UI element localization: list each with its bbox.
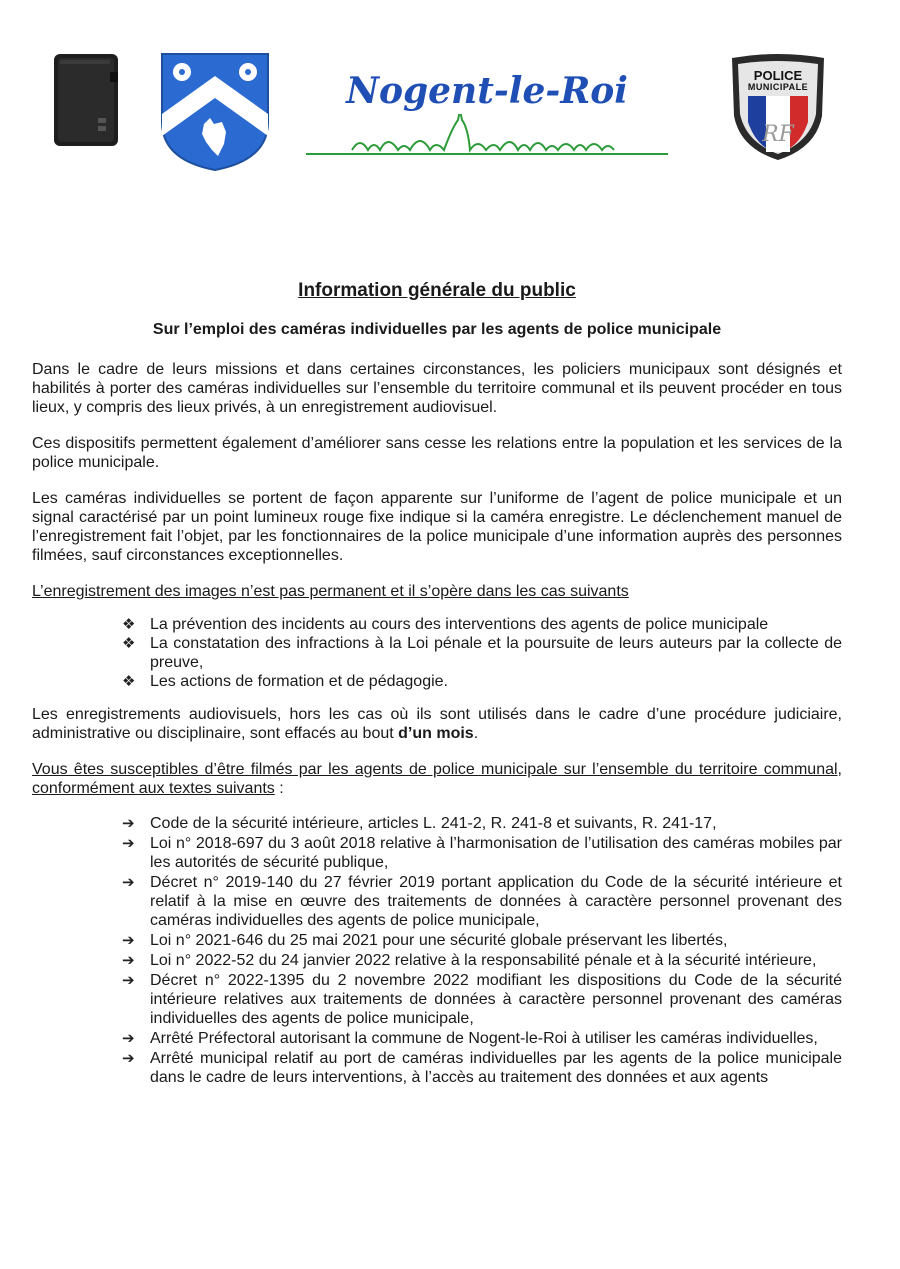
list-item: ➔ Code de la sécurité intérieure, articles L. 241-2, R. 241-8 et suivants, R. 241-17, — [122, 815, 717, 832]
paragraph-retention: Les enregistrements audiovisuels, hors les cas où ils sont utilisés dans le cadre d’une procédure judiciaire, administrative ou disciplinaire, sont effacés au bout d’un mois. — [32, 706, 842, 742]
town-logo — [302, 70, 672, 160]
list-item: ➔ Loi n° 2022-52 du 24 janvier 2022 relative à la responsabilité pénale et à la sécurité intérieure, — [122, 952, 817, 969]
arrow-bullet-icon: ➔ — [122, 1050, 135, 1067]
diamond-bullet-icon: ❖ — [122, 673, 136, 690]
list-item: ❖ Les actions de formation et de pédagogie. — [122, 673, 448, 690]
document-title: Information générale du public — [298, 280, 576, 301]
arrow-bullet-icon: ➔ — [122, 1030, 135, 1047]
list-item: ➔ Décret n° 2022-1395 du 2 novembre 2022 modifiant les dispositions du Code de la sécurité intérieure relatives aux traitements de données à caractère personnel provenant des caméras individuelles des agents de police municipale, — [122, 972, 842, 1027]
legal-texts-list — [32, 814, 842, 1087]
coat-of-arms-icon — [160, 52, 270, 172]
texts-heading: Vous êtes susceptibles d’être filmés par les agents de police municipale sur l’ensemble du territoire communal, conformément aux textes suivants : — [32, 761, 842, 797]
arrow-bullet-icon: ➔ — [122, 932, 135, 949]
police-badge-emblem: RF — [762, 122, 794, 147]
town-skyline-icon — [302, 114, 672, 160]
cases-list — [32, 615, 842, 691]
police-municipale-badge — [726, 52, 830, 164]
list-item: ❖ La constatation des infractions à la Loi pénale et la poursuite de leurs auteurs par la collecte de preuve, — [122, 635, 842, 671]
arrow-bullet-icon: ➔ — [122, 972, 135, 989]
police-badge-line1: POLICE — [753, 68, 803, 83]
diamond-bullet-icon: ❖ — [122, 635, 136, 652]
list-item: ➔ Arrêté municipal relatif au port de caméras individuelles par les agents de la police municipale dans le cadre de leurs interventions, à l’accès au traitement des données et aux agents — [122, 1050, 842, 1086]
paragraph-relations: Ces dispositifs permettent également d’améliorer sans cesse les relations entre la population et les services de la police municipale. — [32, 435, 842, 471]
paragraph-missions: Dans le cadre de leurs missions et dans certaines circonstances, les policiers municipaux sont désignés et habilités à porter des caméras individuelles sur l’ensemble du territoire communal et ils peuvent procéder en tous lieux, y compris des lieux privés, à un enregistrement audiovisuel. — [32, 361, 842, 416]
letterhead — [0, 0, 900, 200]
body-camera-icon — [52, 52, 120, 148]
arrow-bullet-icon: ➔ — [122, 952, 135, 969]
cases-heading: L’enregistrement des images n’est pas permanent et il s’opère dans les cas suivants — [32, 583, 629, 600]
police-badge-line2: MUNICIPALE — [747, 82, 809, 92]
list-item: ➔ Loi n° 2018-697 du 3 août 2018 relative à l’harmonisation de l’utilisation des caméras mobiles par les autorités de sécurité publique, — [122, 835, 842, 871]
arrow-bullet-icon: ➔ — [122, 815, 135, 832]
town-name: Nogent-le-Roi — [346, 70, 628, 112]
diamond-bullet-icon: ❖ — [122, 616, 136, 633]
arrow-bullet-icon: ➔ — [122, 874, 135, 891]
document-body — [32, 278, 842, 1101]
list-item: ➔ Décret n° 2019-140 du 27 février 2019 portant application du Code de la sécurité intérieure et relatif à la mise en œuvre des traitements de données à caractère personnel provenant des caméras individuelles des agents de police municipale, — [122, 874, 842, 929]
document-subtitle: Sur l’emploi des caméras individuelles par les agents de police municipale — [152, 321, 722, 338]
list-item: ➔ Arrêté Préfectoral autorisant la commune de Nogent-le-Roi à utiliser les caméras individuelles, — [122, 1030, 818, 1047]
list-item: ❖ La prévention des incidents au cours des interventions des agents de police municipale — [122, 616, 769, 633]
list-item: ➔ Loi n° 2021-646 du 25 mai 2021 pour une sécurité globale préservant les libertés, — [122, 932, 728, 949]
paragraph-signal: Les caméras individuelles se portent de façon apparente sur l’uniforme de l’agent de police municipale et un signal caractérisé par un point lumineux rouge fixe indique si la caméra enregistre. Le déclenchement manuel de l’enregistrement fait l’objet, par les fonctionnaires de la police municipale d’une information auprès des personnes filmées, sauf circonstances exceptionnelles. — [32, 490, 842, 564]
arrow-bullet-icon: ➔ — [122, 835, 135, 852]
retention-period: d’un mois — [398, 725, 474, 742]
